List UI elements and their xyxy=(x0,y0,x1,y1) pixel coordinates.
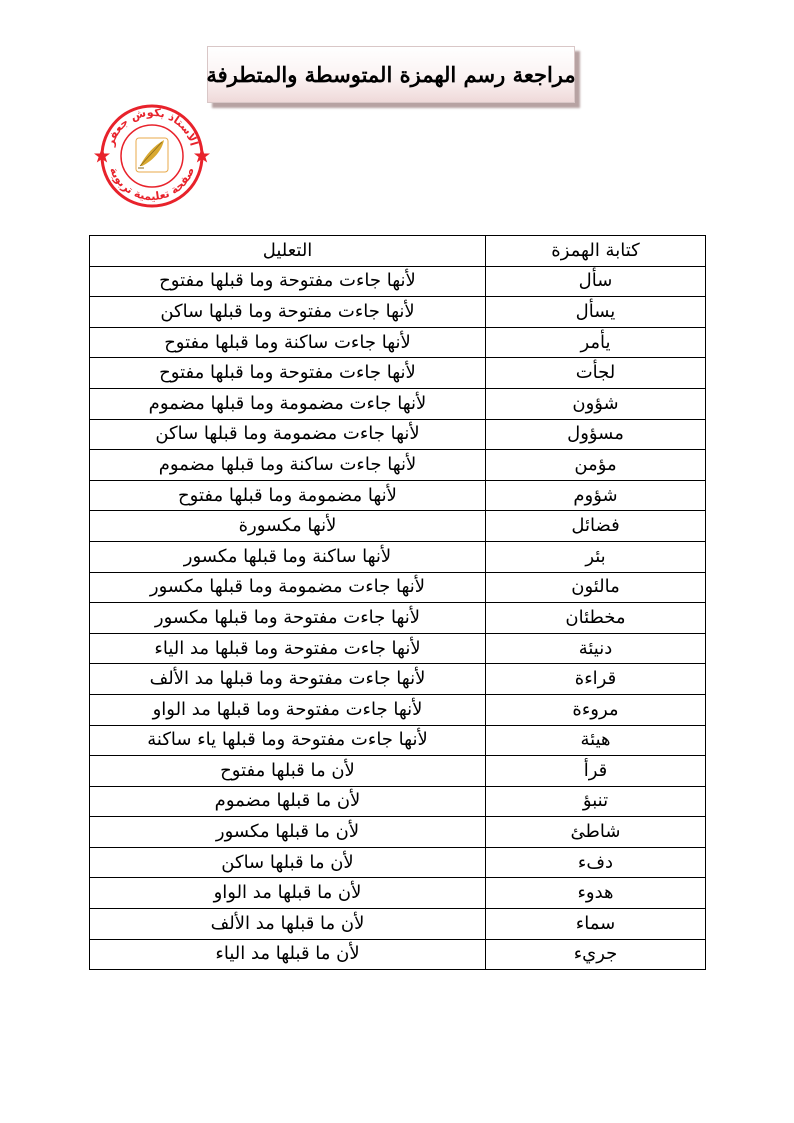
reason-cell: لأنها جاءت مفتوحة وما قبلها مفتوح xyxy=(90,266,486,297)
reason-cell: لأن ما قبلها مضموم xyxy=(90,786,486,817)
word-cell: بئر xyxy=(486,541,706,572)
table-row xyxy=(90,664,706,695)
word-cell: شؤوم xyxy=(486,480,706,511)
author-stamp xyxy=(92,102,212,208)
word-cell: سماء xyxy=(486,909,706,940)
table-row xyxy=(90,694,706,725)
word-cell: شاطئ xyxy=(486,817,706,848)
word-cell: قرأ xyxy=(486,756,706,787)
table-header-row xyxy=(90,236,706,267)
word-cell: قراءة xyxy=(486,664,706,695)
stamp-bottom-text: صفحة تعليمية تربوية xyxy=(107,165,198,204)
reason-cell: لأن ما قبلها مفتوح xyxy=(90,756,486,787)
table-row xyxy=(90,511,706,542)
table-row xyxy=(90,756,706,787)
word-cell: مخطئان xyxy=(486,603,706,634)
stamp-top-text: الأستاذ بكوش جعفر xyxy=(103,105,201,148)
reason-cell: لأنها جاءت مفتوحة وما قبلها ياء ساكنة xyxy=(90,725,486,756)
table-row xyxy=(90,725,706,756)
table-row xyxy=(90,419,706,450)
word-cell: جريء xyxy=(486,939,706,970)
table-row xyxy=(90,847,706,878)
reason-cell: لأنها ساكنة وما قبلها مكسور xyxy=(90,541,486,572)
word-cell: سأل xyxy=(486,266,706,297)
quill-feather-icon xyxy=(136,138,168,172)
table-row xyxy=(90,572,706,603)
table-row xyxy=(90,603,706,634)
reason-cell: لأنها جاءت ساكنة وما قبلها مفتوح xyxy=(90,327,486,358)
hamza-table xyxy=(89,235,706,970)
reason-cell: لأنها جاءت مفتوحة وما قبلها مفتوح xyxy=(90,358,486,389)
table-row xyxy=(90,541,706,572)
word-cell: مالئون xyxy=(486,572,706,603)
word-cell: دنيئة xyxy=(486,633,706,664)
reason-cell: لأنها جاءت مضمومة وما قبلها مضموم xyxy=(90,388,486,419)
table-row xyxy=(90,786,706,817)
word-cell: هيئة xyxy=(486,725,706,756)
reason-cell: لأنها جاءت مفتوحة وما قبلها مد الياء xyxy=(90,633,486,664)
reason-cell: لأن ما قبلها مكسور xyxy=(90,817,486,848)
table-row xyxy=(90,297,706,328)
word-cell: مروءة xyxy=(486,694,706,725)
word-cell: يأمر xyxy=(486,327,706,358)
table-row xyxy=(90,266,706,297)
word-cell: شؤون xyxy=(486,388,706,419)
word-cell: مؤمن xyxy=(486,450,706,481)
table-row xyxy=(90,388,706,419)
table-row xyxy=(90,327,706,358)
reason-cell: لأن ما قبلها مد الواو xyxy=(90,878,486,909)
word-cell: دفء xyxy=(486,847,706,878)
table-row xyxy=(90,817,706,848)
table-row xyxy=(90,450,706,481)
reason-cell: لأنها جاءت مفتوحة وما قبلها ساكن xyxy=(90,297,486,328)
table-row xyxy=(90,939,706,970)
reason-cell: لأنها جاءت ساكنة وما قبلها مضموم xyxy=(90,450,486,481)
word-cell: فضائل xyxy=(486,511,706,542)
header-word: كتابة الهمزة xyxy=(486,236,706,267)
reason-cell: لأن ما قبلها مد الألف xyxy=(90,909,486,940)
reason-cell: لأنها مكسورة xyxy=(90,511,486,542)
word-cell: هدوء xyxy=(486,878,706,909)
header-reason: التعليل xyxy=(90,236,486,267)
table-row xyxy=(90,633,706,664)
title-banner xyxy=(207,46,575,103)
reason-cell: لأنها جاءت مضمومة وما قبلها مكسور xyxy=(90,572,486,603)
table-row xyxy=(90,358,706,389)
reason-cell: لأنها جاءت مضمومة وما قبلها ساكن xyxy=(90,419,486,450)
word-cell: تنبؤ xyxy=(486,786,706,817)
reason-cell: لأن ما قبلها ساكن xyxy=(90,847,486,878)
page-title: مراجعة رسم الهمزة المتوسطة والمتطرفة xyxy=(206,62,576,87)
word-cell: لجأت xyxy=(486,358,706,389)
reason-cell: لأنها جاءت مفتوحة وما قبلها مد الألف xyxy=(90,664,486,695)
table-row xyxy=(90,909,706,940)
word-cell: مسؤول xyxy=(486,419,706,450)
table-row xyxy=(90,878,706,909)
reason-cell: لأنها جاءت مفتوحة وما قبلها مد الواو xyxy=(90,694,486,725)
word-cell: يسأل xyxy=(486,297,706,328)
table-row xyxy=(90,480,706,511)
reason-cell: لأنها مضمومة وما قبلها مفتوح xyxy=(90,480,486,511)
reason-cell: لأنها جاءت مفتوحة وما قبلها مكسور xyxy=(90,603,486,634)
reason-cell: لأن ما قبلها مد الياء xyxy=(90,939,486,970)
